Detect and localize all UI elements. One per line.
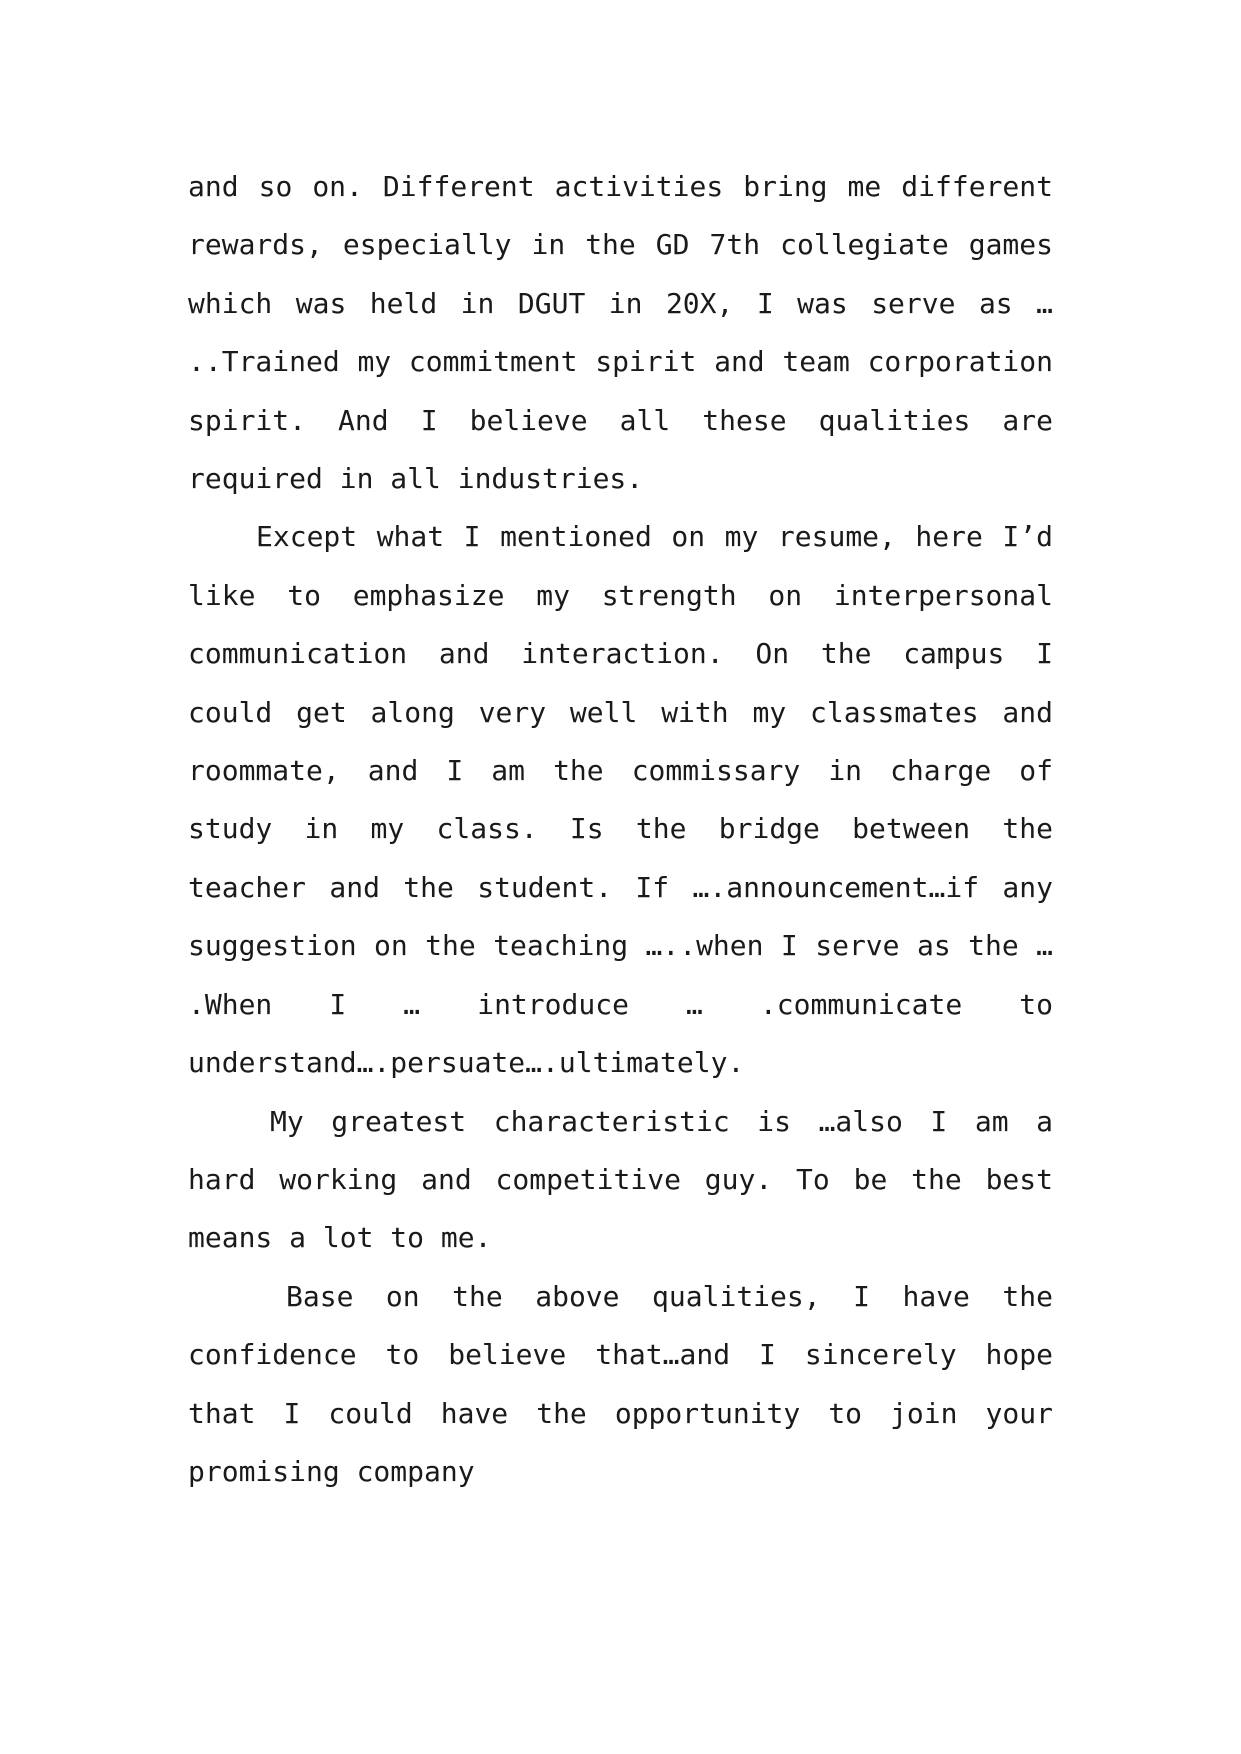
- document-body: [188, 158, 1053, 1501]
- paragraph-activities: and so on. Different activities bring me different rewards, especially in the GD 7th collegiate games which was held in DGUT in 20X, I was serve as … ..Trained my commitment spirit and team corporation spirit. And I believe all these qualities are required in all industries.: [188, 170, 1053, 496]
- paragraph-closing: Base on the above qualities, I have the confidence to believe that…and I sincerely hope that I could have the opportunity to join your promising company: [188, 1279, 1053, 1488]
- paragraph-characteristics: My greatest characteristic is …also I am a hard working and competitive guy. To be the best means a lot to me.: [188, 1104, 1053, 1255]
- paragraph-interpersonal-skills: Except what I mentioned on my resume, here I’d like to emphasize my strength on interpersonal communication and interaction. On the campus I could get along very well with my classmates and roommate, and I am the commissary in charge of study in my class. Is the bridge between the teacher and the student. If ….announcement…if any suggestion on the teaching …..when I serve as the … .When I … introduce … .communicate to understand….persuate….ultimately.: [188, 520, 1053, 1080]
